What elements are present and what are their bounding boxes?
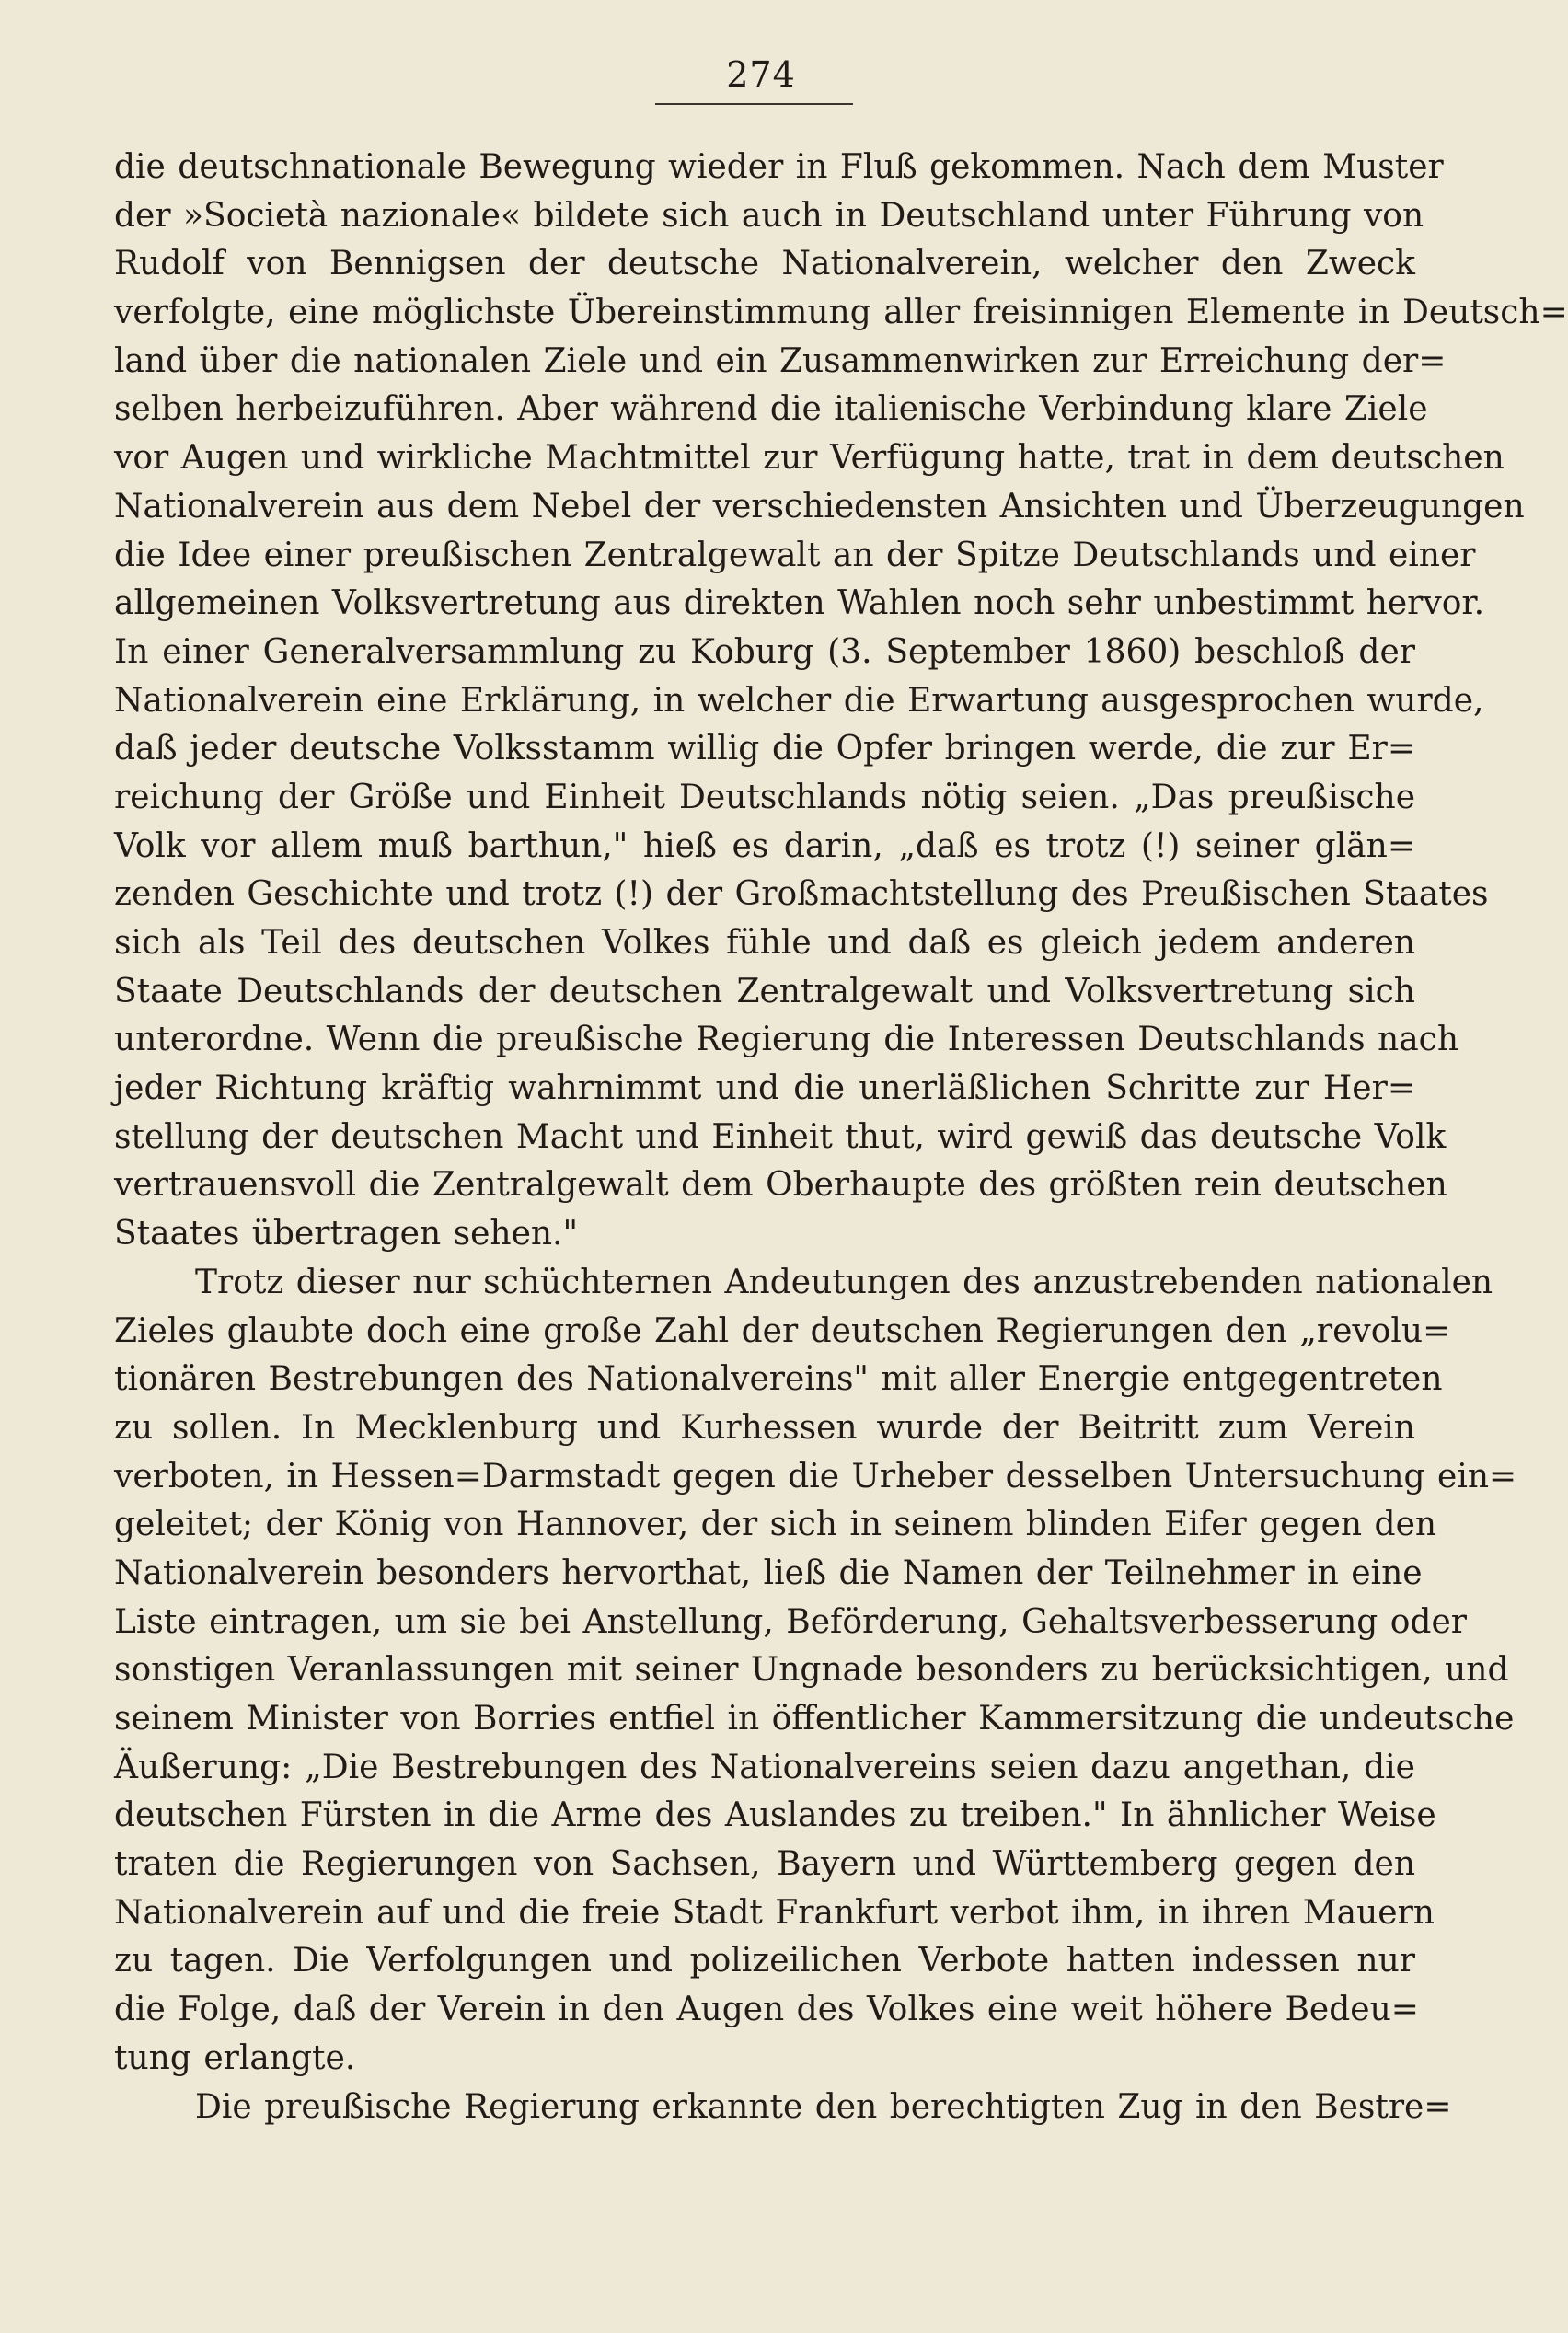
text-line: sonstigen Veranlassungen mit seiner Ungnade besonders zu berücksichtigen, und <box>114 1651 1509 1690</box>
text-line: allgemeinen Volksvertretung aus direkten Wahlen noch sehr unbestimmt hervor. <box>114 584 1485 623</box>
text-line: Nationalverein eine Erklärung, in welcher die Erwartung ausgesprochen wurde, <box>114 681 1484 720</box>
header-rule <box>655 103 853 105</box>
text-line: sich als Teil des deutschen Volkes fühle und daß es gleich jedem anderen <box>114 924 1415 962</box>
text-line: die deutschnationale Bewegung wieder in Fluß gekommen. Nach dem Muster <box>114 148 1444 186</box>
text-line: Nationalverein auf und die freie Stadt Frankfurt verbot ihm, in ihren Mauern <box>114 1893 1435 1932</box>
text-line: Die preußische Regierung erkannte den berechtigten Zug in den Bestre= <box>195 2087 1452 2126</box>
text-line: Zieles glaubte doch eine große Zahl der deutschen Regierungen den „revolu= <box>114 1311 1451 1350</box>
text-line: tung erlangte. <box>114 2038 356 2077</box>
text-line: der »Società nazionale« bildete sich auch in Deutschland unter Führung von <box>114 196 1424 235</box>
text-line: die Folge, daß der Verein in den Augen des Volkes eine weit höhere Bedeu= <box>114 1991 1419 2029</box>
text-line: zenden Geschichte und trotz (!) der Großmachtstellung des Preußischen Staates <box>114 875 1489 914</box>
paragraph-3 <box>114 2084 1452 2132</box>
text-line: seinem Minister von Borries entfiel in öffentlicher Kammersitzung die undeutsche <box>114 1700 1515 1738</box>
text-line: Äußerung: „Die Bestrebungen des Nationalvereins seien dazu angethan, die <box>114 1748 1415 1786</box>
text-line: unterordne. Wenn die preußische Regierung die Interessen Deutschlands nach <box>114 1021 1459 1059</box>
text-line: Staate Deutschlands der deutschen Zentralgewalt und Volksvertretung sich <box>114 972 1415 1011</box>
text-line: land über die nationalen Ziele und ein Zusammenwirken zur Erreichung der= <box>114 341 1447 380</box>
paragraph-1 <box>114 144 1568 1259</box>
text-line: stellung der deutschen Macht und Einheit thut, wird gewiß das deutsche Volk <box>114 1117 1447 1156</box>
text-line: Liste eintragen, um sie bei Anstellung, Beförderung, Gehaltsverbesserung oder <box>114 1602 1467 1641</box>
body-text <box>114 144 1568 2131</box>
text-line: daß jeder deutsche Volksstamm willig die Opfer bringen werde, die zur Er= <box>114 730 1415 768</box>
text-line: vertrauensvoll die Zentralgewalt dem Oberhaupte des größten rein deutschen <box>114 1166 1447 1205</box>
page-number: 274 <box>726 54 796 95</box>
text-line: verfolgte, eine möglichste Übereinstimmung aller freisinnigen Elemente in Deutsch= <box>114 294 1568 332</box>
text-line: Nationalverein aus dem Nebel der verschiedensten Ansichten und Überzeugungen <box>114 487 1525 526</box>
text-line: die Idee einer preußischen Zentralgewalt an der Spitze Deutschlands und einer <box>114 536 1476 574</box>
text-line: In einer Generalversammlung zu Koburg (3. September 1860) beschloß der <box>114 632 1415 671</box>
text-line: Trotz dieser nur schüchternen Andeutungen des anzustrebenden nationalen <box>195 1263 1493 1301</box>
text-line: selben herbeizuführen. Aber während die italienische Verbindung klare Ziele <box>114 390 1428 429</box>
text-line: Staates übertragen sehen." <box>114 1215 579 1253</box>
paragraph-2 <box>114 1259 1517 2084</box>
text-line: zu tagen. Die Verfolgungen und polizeilichen Verbote hatten indessen nur <box>114 1942 1415 1981</box>
text-line: Rudolf von Bennigsen der deutsche Nationalverein, welcher den Zweck <box>114 245 1415 283</box>
text-line: zu sollen. In Mecklenburg und Kurhessen wurde der Beitritt zum Verein <box>114 1408 1415 1447</box>
text-line: geleitet; der König von Hannover, der sich in seinem blinden Eifer gegen den <box>114 1506 1437 1544</box>
text-line: deutschen Fürsten in die Arme des Auslandes zu treiben." In ähnlicher Weise <box>114 1796 1436 1835</box>
text-line: Nationalverein besonders hervorthat, ließ die Namen der Teilnehmer in eine <box>114 1553 1423 1592</box>
text-line: verboten, in Hessen=Darmstadt gegen die Urheber desselben Untersuchung ein= <box>114 1457 1517 1496</box>
text-line: tionären Bestrebungen des Nationalvereins" mit aller Energie entgegentreten <box>114 1360 1443 1399</box>
text-line: Volk vor allem muß barthun," hieß es darin, „daß es trotz (!) seiner glän= <box>114 826 1415 865</box>
text-line: vor Augen und wirkliche Machtmittel zur Verfügung hatte, trat in dem deutschen <box>114 439 1505 478</box>
text-line: jeder Richtung kräftig wahrnimmt und die unerläßlichen Schritte zur Her= <box>114 1069 1415 1108</box>
text-line: reichung der Größe und Einheit Deutschlands nötig seien. „Das preußische <box>114 778 1415 816</box>
text-line: traten die Regierungen von Sachsen, Bayern und Württemberg gegen den <box>114 1845 1415 1884</box>
